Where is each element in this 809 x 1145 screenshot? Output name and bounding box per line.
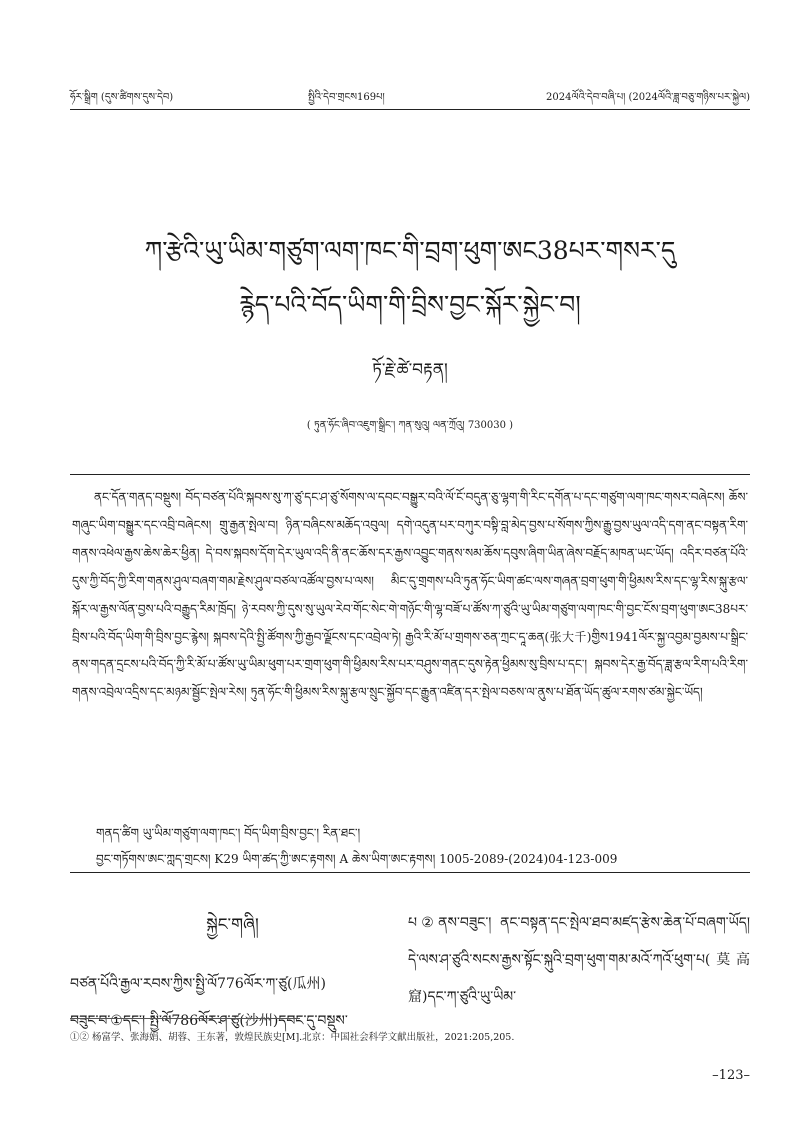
clc-value: K29 [214,852,239,866]
keywords-value: ཡུ་ཡིམ་གཙུག་ལག་ཁང་། བོད་ཡིག་བྲིས་བྱང་། རིན་ཐང་། [142,826,361,840]
page-number: –123– [712,1068,750,1083]
article-title-line-2: རྙེད་པའི་བོད་ཡིག་གི་བྲིས་བྱང་སྐོར་སྐྱེང་བ། [239,290,581,319]
keywords-label: གནད་ཚིག [96,826,139,840]
article-id-value: 1005-2089-(2024)04-123-009 [439,852,618,866]
article-id-label: ཆེས་ཡིག་ཨང་རྟགས། [351,852,436,866]
footnote-rule [70,1018,300,1019]
abstract [72,484,748,707]
header-journal-name: ཧོར་སྒྲིག (དུས་ཚིགས་དུས་དེབ) [70,92,174,103]
running-header [70,86,750,106]
footnote: ①② 杨富学、张海娟、胡蓉、王东著，敦煌民族史[M].北京：中国社会科学文献出版社，2021:205,205. [70,1032,515,1043]
author-affiliation: ( ཏུན་ཧོང་ཞིབ་འཇུག་སྒྲིང་། ཀན་སུའུ། ལན་ཀྲོའུ། 730030 ) [306,420,514,431]
section-title: སྐྱེང་གཞི། [206,915,259,935]
doc-code-value: A [339,852,349,866]
doc-code-label: ཡིག་ཚད་ཀྱི་ཨང་རྟགས། [242,852,336,866]
clc-label: བྱང་གཏོགས་ཨང་ཀླད་གྲངས། [96,852,211,866]
abstract-text: བོད་བཙན་པོའི་སྐབས་སུ་ཀ་ཙུ་དང་ཤ་ཙུ་སོགས་ལ་དབང་བསྒྱུར་བའི་ལོ་ངོ་བདུན་ཅུ་ལྷག་གི་རིང་དགོན་པ་དང་གཙུག་ལག་ཁང་གསར་བཞེངས། ཆོས་གཞུང་ཡིག་བསྒྱུར་དང་འབྲི་བཞེངས། གྲུ་རྒྱན་སྤེལ་བ། ཉིན་བཞིངས་མཆོད་འབུལ། དགེ་འདུན་པར་བཀུར་བསྟི་བླ་མེད་བྱས་པ་སོགས་ཀྱིས་རྒྱུ་བྱས་ཡུལ་འདི་དག་ནང་བསྟན་རིག་གནས་འཕེལ་རྒྱས་ཆེས་ཆེར་ཕྱིན། དེ་བས་སྐབས་དོག་དེར་ཡུལ་འདི་ནི་ནང་ཆོས་དར་རྒྱས་འབྱུང་གནས་སམ་ཆོས་དབུས་ཞིག་ཡིན་ཞེས་བརྗོད་མཁན་ཡང་ཡོད། འདིར་བཙན་པོའི་དུས་ཀྱི་བོད་ཀྱི་རིག་གནས་ཤུལ་བཞག་གམ་རྗེས་ཤུལ་བཙལ་འཚོལ་བྱས་པ་ལས། མིང་དུ་གྲགས་པའི་ཏུན་ཧོང་ཡིག་ཚང་ལས་གཞན་བྲག་ཕུག་གི་ཕྱིམས་རིས་དང་ལྷ་རིས་སྐུ་རྩལ་སྐོར་ལ་རྒྱས་ལོན་བྱས་པའི་བརྒྱུད་རིམ་ཁྲོད། ཉེ་རབས་ཀྱི་དུས་སུ་ཡུལ་རེབ་གོང་སེང་གེ་གཉོང་གི་ལྷ་བཟོ་པ་ཚོས་ཀ་ཙུའི་ཡུ་ཡིམ་གཙུག་ལག་ཁང་གི་བྱང་ངོས་བྲག་ཕུག་ཨང38པར་བྲིས་པའི་བོད་ཡིག་གི་བྲིས་བྱང་རྙེས། སྐབས་དེའི་སྤྱི་ཚོགས་ཀྱི་རྒྱབ་ལྗོངས་དང་འབྲེལ་ཏེ། རྒྱའི་རི་མོ་པ་གྲགས་ཅན་ཀྲང་དཱ་ཆན(张大千)གྱིས1941ལོར་སྐྱ་འབྱམ་བྱམས་པ་སྒྲིང་ནས་གདན་དྲངས་པའི་བོད་ཀྱི་རི་མོ་པ་ཚོས་ཡུ་ཡིམ་ཕུག་པར་གྲག་ཕུག་གི་ཕྱིམས་རིས་པར་བཤུས་གནང་དུས་རྟེན་ཕྱིམས་སུ་བྲིས་པ་དང་། སྐབས་དེར་རྒྱ་བོད་ཟླ་རྩལ་རིག་པའི་རིག་གནས་འབྲེལ་འདྲིས་དང་མཉམ་སྦྱོང་སྤེལ་རེས། ཏུན་ཧོང་གི་ཕྱིམས་རིས་སྐུ་རྩལ་སྲུང་སྐྱོབ་དང་རྒྱུན་འཛིན་དར་སྤེལ་བཅས་ལ་ནུས་པ་ཐོན་ཡོད་ཚུལ་རགས་ཙམ་སྐྱེང་ཡོད། [72,490,748,700]
author-name: ཏོ་རྗེ་ཚེ་བརྟན། [372,360,448,380]
article-title-line-1: ཀ་རྩེའི་ཡུ་ཡིམ་གཙུག་ལག་ཁང་གི་བྲག་ཕུག་ཨང38པར་གསར་དུ [144,236,676,265]
classification-line [96,846,617,880]
header-issue-total: སྤྱིའི་དེབ་གྲངས169པ། [308,92,385,103]
body-left-column [70,905,395,1047]
abstract-bottom-rule [70,872,750,873]
header-issue-date: 2024ལོའི་དེབ་བཞི་པ། (2024ལོའི་ཟླ་བཅུ་གཉིས་པར་སྐྱེལ) [546,92,750,103]
abstract-top-rule [70,474,750,475]
body-right-column: པ②ནས་བཟུང་། ནང་བསྟན་དང་སྤེལ་ཐབ་མཛད་རྩེས་ཆེན་པོ་བཞག་ཡོད། དེ་ལས་ཤ་ཙུའི་སངས་རྒྱས་སྟོང་སྐུའི་བྲག་ཕུག་གམ་མའོ་ཀའོ་ཕུག་པ(莫高窟)དང་ཀ་ཙུའི་ཡུ་ཡིམ་ [408,915,750,1005]
body-paragraph: བཙན་པོའི་རྒྱལ་རབས་ཀྱིས་སྤྱི་ལོ776ལོར་ཀ་ཙུ(瓜州) [70,976,326,992]
body-paragraph: བཟུང་བ་①དང་། སྤྱི་ལོ786ལོར་ཤ་ཙུ(沙州)དབང་དུ་བསྡུས་ [70,1013,348,1029]
header-rule [70,109,750,110]
abstract-label: ནང་དོན་གནད་བསྡུས། [94,490,182,504]
